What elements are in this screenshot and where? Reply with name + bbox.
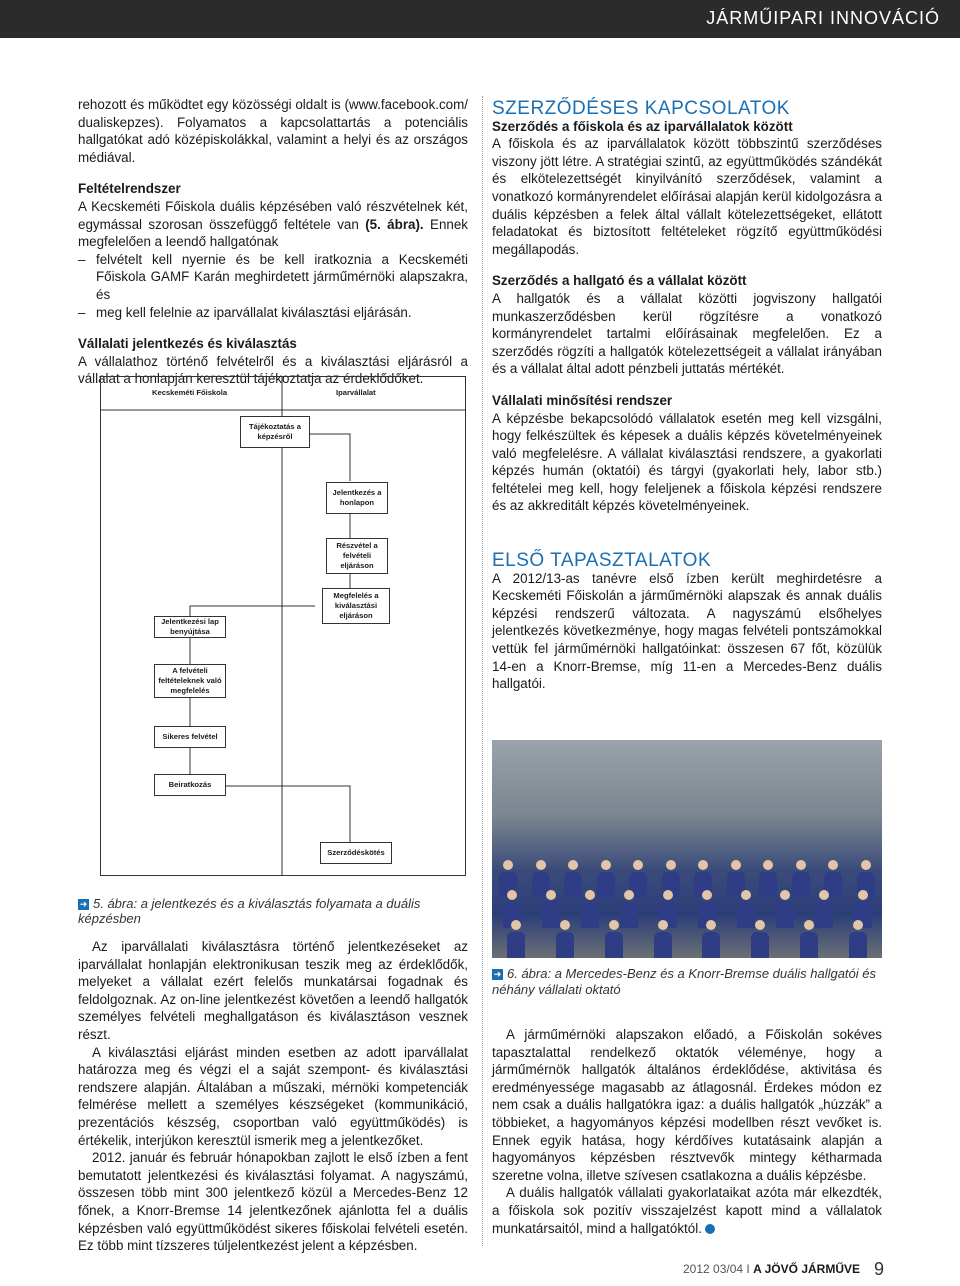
app-title: Vállalati jelentkezés és kiválasztás bbox=[78, 336, 297, 352]
group-photo bbox=[492, 740, 882, 958]
left-column-top bbox=[78, 96, 468, 388]
figure-6-caption bbox=[492, 966, 882, 998]
person-figure bbox=[751, 920, 769, 958]
flow-box: Jelentkezés a honlapon bbox=[326, 482, 388, 514]
page-footer bbox=[683, 1262, 860, 1276]
person-figure bbox=[507, 920, 525, 958]
bottom-paragraph-3: 2012. január és február hónapokban zajlott le első ízben a fent bemutatott jelentkezési és kiválasztási folyamat. A nagyszámú, összesen több mint 300 jelentkező közül a Mercedes-Benz 12 főnek, a Knorr-Bremse 14 jelentkezőnek ajánlotta fel a duális képzésben való együttműködést sikeres főiskolai felvételi esetén. Ez több mint tízszeres túljelentkezést jelent a képzésben. bbox=[78, 1150, 468, 1254]
flow-box: Tájékoztatás a képzésről bbox=[240, 416, 310, 448]
lane-left-label: Kecskeméti Főiskola bbox=[152, 388, 228, 397]
req-paragraph bbox=[78, 198, 468, 251]
req-text-b: Ennek megfelelően a leendő hallgatónak bbox=[78, 216, 468, 250]
dash-mark: – bbox=[78, 304, 86, 320]
app-paragraph: A vállalathoz történő felvételről és a kiválasztási eljárásról a vállalat a honlapján keresztül tájékoztatja az érdeklődőket. bbox=[78, 353, 468, 387]
bottom-paragraph-1: Az iparvállalati kiválasztásra történő jelentkezéseket az iparvállalat honlapján elektronikusan teszik meg az érdeklődők, melyeket a vállalat ezért felelős munkatársai fogadnak és feldolgoznak. Az on-line jelentkezést követően a leendő hallgatók személyes felvételi meghallgatáson és kiválasztáson vesznek részt. bbox=[78, 939, 468, 1042]
right-column-experience bbox=[492, 552, 882, 693]
person-figure bbox=[556, 920, 574, 958]
footer-date: 2012 03/04 bbox=[682, 1262, 744, 1276]
flow-box: Részvétel a felvételi eljáráson bbox=[326, 538, 388, 574]
flow-box: Jelentkezési lap benyújtása bbox=[154, 616, 226, 638]
footer-magazine: A JÖVŐ JÁRMŰVE bbox=[753, 1262, 860, 1276]
footer-separator: I bbox=[746, 1262, 750, 1276]
last-paragraph-2 bbox=[492, 1184, 882, 1237]
flow-box: Szerződéskötés bbox=[320, 842, 392, 864]
section-title-contracts: SZERZŐDÉSES KAPCSOLATOK bbox=[492, 98, 790, 119]
req-dash-1 bbox=[78, 251, 468, 304]
page-header bbox=[0, 0, 960, 38]
person-figure bbox=[605, 920, 623, 958]
sub2-title: Szerződés a hallgató és a vállalat között bbox=[492, 273, 747, 289]
column-divider bbox=[482, 96, 483, 1246]
sub3-title: Vállalati minősítési rendszer bbox=[492, 392, 673, 408]
end-mark-icon bbox=[705, 1224, 715, 1234]
sub2-paragraph: A hallgatók és a vállalat közötti jogviszony hallgatói munkaszerződésben kerül rögzítésre a vonatkozó kormányrendelet tartalmi előírásainak megfelelően. Ez a szerződés rögzíti a hallgatók kötelezettségeit a vállalat irányában és a vállalat által adott pénzbeli juttatás mértékét. bbox=[492, 290, 882, 377]
req-ref: (5. ábra). bbox=[365, 216, 424, 232]
sub1-paragraph: A főiskola és az iparvállalatok között többszintű szerződéses viszony jött létre. A stratégiai szintű, az együttműködés szándékát és elkötelezettségét kinyilvánító szerződések, valamint a vonatkozó kormányrendelet előírásai alapján kerül kidolgozásra a duális képzésben a felek által vállalt kötelezettségeket, ellátott feladatokat és biztosított feltételeket rögzítő együttműködési megállapodás. bbox=[492, 136, 882, 257]
sub1-title: Szerződés a főiskola és az iparvállalatok között bbox=[492, 118, 793, 134]
right-column-top bbox=[492, 100, 882, 515]
right-column-bottom bbox=[492, 1026, 882, 1237]
dash-mark: – bbox=[78, 251, 86, 267]
dash-2-text: meg kell felelnie az iparvállalat kiválasztási eljárásán. bbox=[96, 304, 412, 320]
bottom-paragraph-2: A kiválasztási eljárást minden esetben az adott iparvállalat határozza meg és végzi el a saját szempont- és kiválasztási rendszere alapján. Általában a műszaki, mérnöki kompetenciák felmérése mellett a személyes készségeket (kommunikáció, prezentációs készség, csoportban való együttműködés) is értékelik, interjúkon keresztül ismerik meg a jelentkezőket. bbox=[78, 1044, 468, 1148]
person-figure bbox=[800, 920, 818, 958]
figure-6-caption-text: 6. ábra: a Mercedes-Benz és a Knorr-Bremse duális hallgatói és néhány vállalati oktató bbox=[492, 966, 877, 997]
intro-paragraph: rehozott és működtet egy közösségi oldalt is (www.facebook.com/ dualiskepzes). Folyamatos a kapcsolattartás a potenciális hallgatókat adó középiskolákkal, valamint a helyi és az országos médiával. bbox=[78, 97, 469, 165]
experience-paragraph: A 2012/13-as tanévre első ízben került meghirdetésre a Kecskeméti Főiskolán a járműmérnöki alapszak és annak duális képzési rendszerű változata. A nagyszámú elsőhelyes jelentkezés következménye, hogy magas felvételi pontszámokkal vettük fel járműmérnöki hallgatóinkat: összesen 67 főt, közülük 14-en a Knorr-Bremse, míg 11-en a Mercedes-Benz duális hallgatói. bbox=[492, 570, 882, 692]
last-paragraph-2-text: A duális hallgatók vállalati gyakorlataikat azóta már elkezdték, a főiskola sok pozitív visszajelzést kapott mind a vállalatok munkatársaitól, mind a hallgatóktól. bbox=[492, 1185, 882, 1236]
lane-right-label: Iparvállalat bbox=[336, 388, 376, 397]
req-text-a: A Kecskeméti Főiskola duális képzésében való részvételnek két, egymással szorosan összefüggő feltétele van bbox=[78, 198, 468, 232]
arrow-icon: ➜ bbox=[493, 969, 502, 980]
sub3-paragraph: A képzésbe bekapcsolódó vállalatok esetén meg kell vizsgálni, hogy felkészültek és képesek a duális képzés követelményeinek való megfelelésre. A vállalat kiválasztási rendszere, a gyakorlati képzés humán (oktatói) és tárgyi (gyakorlati hely, labor stb.) feltételei meg kell, hogy feleljenek a főiskola képzési rendszere és az akkreditált képzés követelményeinek. bbox=[492, 410, 882, 514]
flow-box: Megfelelés a kiválasztási eljáráson bbox=[322, 588, 390, 624]
flowchart bbox=[100, 376, 466, 876]
last-paragraph-1: A járműmérnöki alapszakon előadó, a Főiskolán sokéves tapasztalattal rendelkező oktatók véleménye, hogy a járműmérnök hallgatók általános érdeklődése, aktivitása és eredményessége magasabb az átlagosnál. Érdekes módon ez nem csak a duális hallgatókra igaz: a duális hallgatók „húzzák” a többieket, a hagyományos képzési modellben részt vevőket is. Ennek egyik hatása, hogy kérdőíves kutatásaink alapján a hagyományos képzésben résztvevők mintegy kétharmada szeretne volna, illetve szívesen csatlakozna a duális képzésbe. bbox=[492, 1027, 882, 1183]
person-figure bbox=[702, 920, 720, 958]
req-title: Feltételrendszer bbox=[78, 181, 181, 197]
flow-box: Sikeres felvétel bbox=[154, 726, 226, 748]
page-number: 9 bbox=[873, 1259, 884, 1279]
arrow-icon: ➜ bbox=[79, 899, 88, 910]
photo-row-front bbox=[492, 920, 882, 958]
flow-box: A felvételi feltételeknek való megfelelés bbox=[154, 664, 226, 698]
person-figure bbox=[849, 920, 867, 958]
left-column-bottom bbox=[78, 938, 468, 1255]
person-figure bbox=[654, 920, 672, 958]
flow-box: Beiratkozás bbox=[154, 774, 226, 796]
header-title: JÁRMŰIPARI INNOVÁCIÓ bbox=[706, 8, 940, 28]
figure-5-caption-text: 5. ábra: a jelentkezés és a kiválasztás folyamata a duális képzésben bbox=[78, 896, 421, 926]
figure-5-caption bbox=[78, 896, 478, 926]
req-dash-2 bbox=[78, 304, 468, 322]
section-title-experience: ELSŐ TAPASZTALATOK bbox=[492, 550, 712, 571]
dash-1-text: felvételt kell nyernie és be kell iratkoznia a Kecskeméti Főiskola GAMF Karán meghirdetett járműmérnöki alapszakra, és bbox=[96, 251, 468, 302]
